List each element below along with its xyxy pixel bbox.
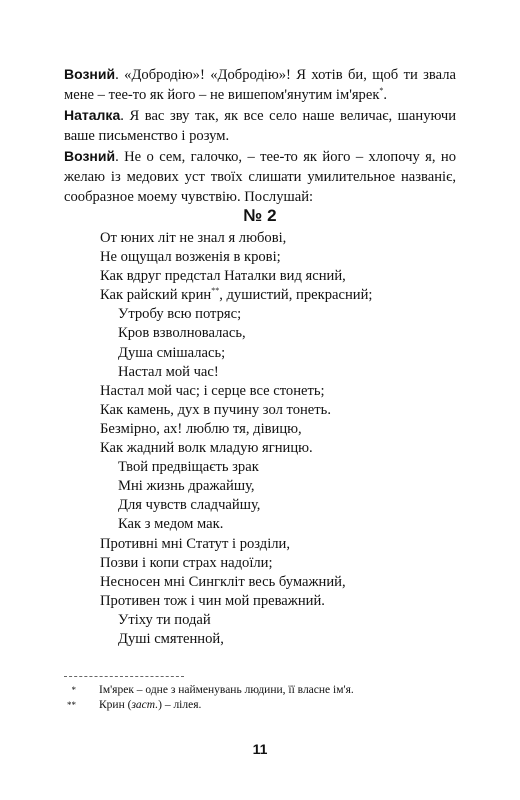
poem-line <box>100 401 460 420</box>
poem-line <box>100 477 460 496</box>
poem-line-text: Как камень, дух в пучину зол тонеть. <box>100 401 331 418</box>
dialogue-block <box>64 64 456 207</box>
poem-line-text: Душа смішалась; <box>118 344 226 361</box>
footnote-ref: ** <box>211 286 220 296</box>
footnote-text-pre: Крин ( <box>99 699 132 711</box>
poem-line-text: Утіху ти подай <box>118 611 211 628</box>
poem-line-text: Как райский крин <box>100 287 212 304</box>
poem-line-text: Настал мой час! <box>118 363 219 380</box>
poem-line <box>100 324 460 343</box>
footnote-text: Ім'ярек – одне з найменувань людини, її власне ім'я. <box>99 684 354 696</box>
poem-line-text: Не ощущал возженія в крові; <box>100 249 281 266</box>
poem-line <box>100 305 460 324</box>
song-heading: № 2 <box>243 206 277 225</box>
poem-line <box>100 611 460 630</box>
speaker-name: Наталка <box>64 107 121 123</box>
poem-line-text-after: , душистий, прекрасний; <box>219 287 373 304</box>
poem-line-text: Утробу всю потряс; <box>118 306 242 323</box>
footnote-mark: * <box>71 685 76 695</box>
poem-line <box>100 248 460 267</box>
poem-line-text: Настал мой час; і серце все стонеть; <box>100 382 325 399</box>
footnotes <box>64 683 456 713</box>
poem-line-text: Кров взволновалась, <box>118 325 246 342</box>
footnote-divider <box>64 676 184 677</box>
dialogue-line-1 <box>64 64 456 105</box>
poem-line-text: Твой предвіщаєть зрак <box>118 459 259 476</box>
poem-line <box>100 535 460 554</box>
page-number: 11 <box>252 741 268 757</box>
poem <box>100 229 460 649</box>
poem-line <box>100 573 460 592</box>
poem-line <box>100 592 460 611</box>
dialogue-text: . «Добродію»! «Добродію»! Я хотів би, щоб ти звала мене – тее-то як його – не вишепом'янутим ім'ярек <box>64 67 456 103</box>
footnote-text-post: ) – лілея. <box>158 699 202 711</box>
footnote-mark: ** <box>67 700 76 710</box>
poem-line-text: Несносен мні Сингкліт весь бумажний, <box>100 573 346 590</box>
poem-line-text: Как жадний волк младую ягницю. <box>100 440 313 457</box>
poem-line-text: Мні жизнь дражайшу, <box>118 478 255 495</box>
poem-line-text: Противні мні Статут і розділи, <box>100 535 291 552</box>
poem-line <box>100 267 460 286</box>
poem-line <box>100 420 460 439</box>
poem-line <box>100 439 460 458</box>
footnote-text-italic: заст. <box>131 699 159 711</box>
speaker-name: Возний <box>64 66 116 82</box>
poem-line-text: Как з медом мак. <box>118 516 224 533</box>
poem-line-text: Позви і копи страх надоїли; <box>100 554 273 571</box>
poem-line <box>100 229 460 248</box>
poem-line <box>100 363 460 382</box>
poem-line <box>100 344 460 363</box>
dialogue-text: . Не о сем, галочко, – тее-то як його – хлопочу я, но желаю із медових уст твоїх слишати умилительное названіє, сообразное моему чувствію. Послушай: <box>64 149 456 205</box>
footnote-1 <box>64 683 456 698</box>
dialogue-tail: . <box>383 87 388 103</box>
poem-line-text: От юних літ не знал я любові, <box>100 230 287 246</box>
poem-line <box>100 286 460 305</box>
poem-line <box>100 458 460 477</box>
poem-line-text: Душі смятенной, <box>118 630 224 647</box>
poem-line <box>100 515 460 534</box>
dialogue-text: . Я вас зву так, як все село наше величає, шануючи ваше письменство і розум. <box>64 108 456 144</box>
poem-line <box>100 554 460 573</box>
poem-line <box>100 496 460 515</box>
poem-line-text: Для чувств сладчайшу, <box>118 497 261 514</box>
poem-line <box>100 382 460 401</box>
footnote-ref: * <box>379 86 384 96</box>
dialogue-line-2 <box>64 105 456 146</box>
footnote-2 <box>64 698 456 713</box>
poem-line-text: Как вдруг предстал Наталки вид ясний, <box>100 268 346 285</box>
poem-line <box>100 630 460 649</box>
poem-line-text: Противен тож і чин мой преважний. <box>100 592 325 609</box>
dialogue-line-3 <box>64 146 456 207</box>
speaker-name: Возний <box>64 148 116 164</box>
poem-line-text: Безмірно, ах! люблю тя, дівицю, <box>100 420 302 437</box>
